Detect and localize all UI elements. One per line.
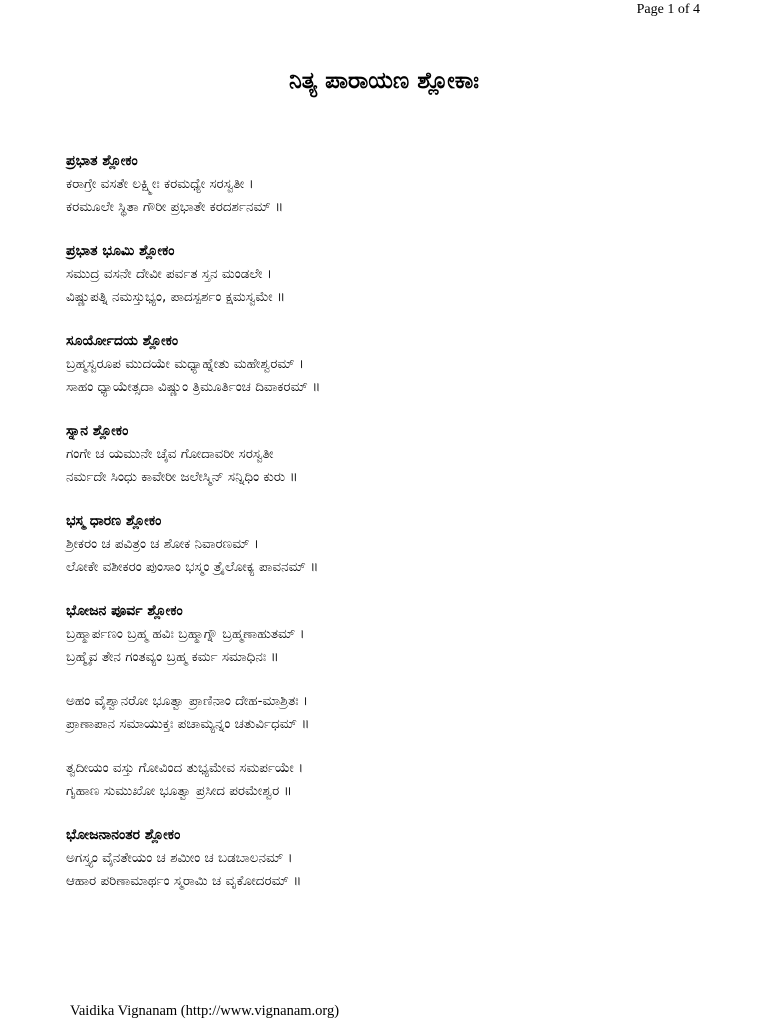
verse-line: ಬ್ರಹ್ಮಸ್ವರೂಪ ಮುದಯೇ ಮಧ್ಯಾಹ್ನೇತು ಮಹೇಶ್ವರಮ್ । [66, 356, 304, 372]
verse-section [66, 420, 706, 489]
verse-line: ತ್ವದೀಯಂ ವಸ್ತು ಗೋವಿಂದ ತುಭ್ಯಮೇವ ಸಮರ್ಪಯೇ । [66, 760, 304, 776]
section-heading: ಭೋಜನಾನಂತರ ಶ್ಲೋಕಂ [66, 827, 181, 843]
section-heading: ಸೂರ್ಯೋದಯ ಶ್ಲೋಕಂ [66, 333, 179, 349]
page-title: ನಿತ್ಯ ಪಾರಾಯಣ ಶ್ಲೋಕಾಃ [288, 68, 479, 94]
verse-line: ಅಗಸ್ತ್ಯಂ ವೈನತೇಯಂ ಚ ಶಮೀಂ ಚ ಬಡಬಾಲನಮ್ । [66, 850, 293, 866]
verse-line: ಕರಮೂಲೇ ಸ್ಥಿತಾ ಗೌರೀ ಪ್ರಭಾತೇ ಕರದರ್ಶನಮ್ ॥ [66, 199, 284, 215]
verse-section [66, 690, 706, 736]
verse-section [66, 330, 706, 399]
document-body [66, 150, 706, 914]
verse-line: ಆಹಾರ ಪರಿಣಾಮಾರ್ಥಂ ಸ್ಮರಾಮಿ ಚ ವೃಕೋದರಮ್ ॥ [66, 873, 302, 889]
verse-section [66, 600, 706, 669]
section-heading: ಪ್ರಭಾತ ಭೂಮಿ ಶ್ಲೋಕಂ [66, 243, 175, 259]
verse-line: ಲೋಕೇ ವಶೀಕರಂ ಪುಂಸಾಂ ಭಸ್ಮಂ ತ್ರೈಲೋಕ್ಯ ಪಾವನಮ್ ॥ [66, 559, 319, 575]
verse-line: ನರ್ಮದೇ ಸಿಂಧು ಕಾವೇರೀ ಜಲೇಸ್ಮಿನ್ ಸನ್ನಿಧಿಂ ಕುರು ॥ [66, 469, 298, 485]
verse-section [66, 510, 706, 579]
verse-line: ಸಾಹಂ ಧ್ಯಾಯೇತ್ಸದಾ ವಿಷ್ಣುಂ ತ್ರಿಮೂರ್ತಿಂಚ ದಿವಾಕರಮ್ ॥ [66, 379, 321, 395]
section-heading: ಭಸ್ಮ ಧಾರಣ ಶ್ಲೋಕಂ [66, 513, 162, 529]
footer-text: Vaidika Vignanam (http://www.vignanam.org) [70, 1003, 340, 1019]
verse-line: ಶ್ರೀಕರಂ ಚ ಪವಿತ್ರಂ ಚ ಶೋಕ ನಿವಾರಣಮ್ । [66, 536, 259, 552]
verse-section [66, 240, 706, 309]
verse-section [66, 150, 706, 219]
verse-line: ಬ್ರಹ್ಮಾರ್ಪಣಂ ಬ್ರಹ್ಮ ಹವಿಃ ಬ್ರಹ್ಮಾಗ್ನೌ ಬ್ರಹ್ಮಣಾಹುತಮ್ । [66, 626, 305, 642]
verse-line: ಗಂಗೇ ಚ ಯಮುನೇ ಚೈವ ಗೋದಾವರೀ ಸರಸ್ವತೀ [66, 446, 274, 462]
verse-line: ವಿಷ್ಣುಪತ್ನಿ ನಮಸ್ತುಭ್ಯಂ, ಪಾದಸ್ಪರ್ಶಂ ಕ್ಷಮಸ್ವಮೇ ॥ [66, 289, 286, 305]
verse-line: ಅಹಂ ವೈಶ್ವಾನರೋ ಭೂತ್ವಾ ಪ್ರಾಣಿನಾಂ ದೇಹ-ಮಾಶ್ರಿತಃ । [66, 693, 309, 709]
verse-line: ಬ್ರಹ್ಮೈವ ತೇನ ಗಂತವ್ಯಂ ಬ್ರಹ್ಮ ಕರ್ಮ ಸಮಾಧಿನಃ ॥ [66, 649, 279, 665]
verse-section [66, 757, 706, 803]
page-number: Page 1 of 4 [636, 2, 700, 17]
verse-line: ಗೃಹಾಣ ಸುಮುಖೋ ಭೂತ್ವಾ ಪ್ರಸೀದ ಪರಮೇಶ್ವರ ॥ [66, 783, 292, 799]
section-heading: ಪ್ರಭಾತ ಶ್ಲೋಕಂ [66, 153, 138, 169]
verse-line: ಸಮುದ್ರ ವಸನೇ ದೇವೀ ಪರ್ವತ ಸ್ತನ ಮಂಡಲೇ । [66, 266, 272, 282]
verse-line: ಕರಾಗ್ರೇ ವಸತೇ ಲಕ್ಷ್ಮೀಃ ಕರಮಧ್ಯೇ ಸರಸ್ವತೀ । [66, 176, 254, 192]
section-heading: ಭೋಜನ ಪೂರ್ವ ಶ್ಲೋಕಂ [66, 603, 183, 619]
verse-line: ಪ್ರಾಣಾಪಾನ ಸಮಾಯುಕ್ತಃ ಪಚಾಮ್ಯನ್ನಂ ಚತುರ್ವಿಧಮ್ ॥ [66, 716, 310, 732]
verse-section [66, 824, 706, 893]
section-heading: ಸ್ನಾನ ಶ್ಲೋಕಂ [66, 423, 129, 439]
